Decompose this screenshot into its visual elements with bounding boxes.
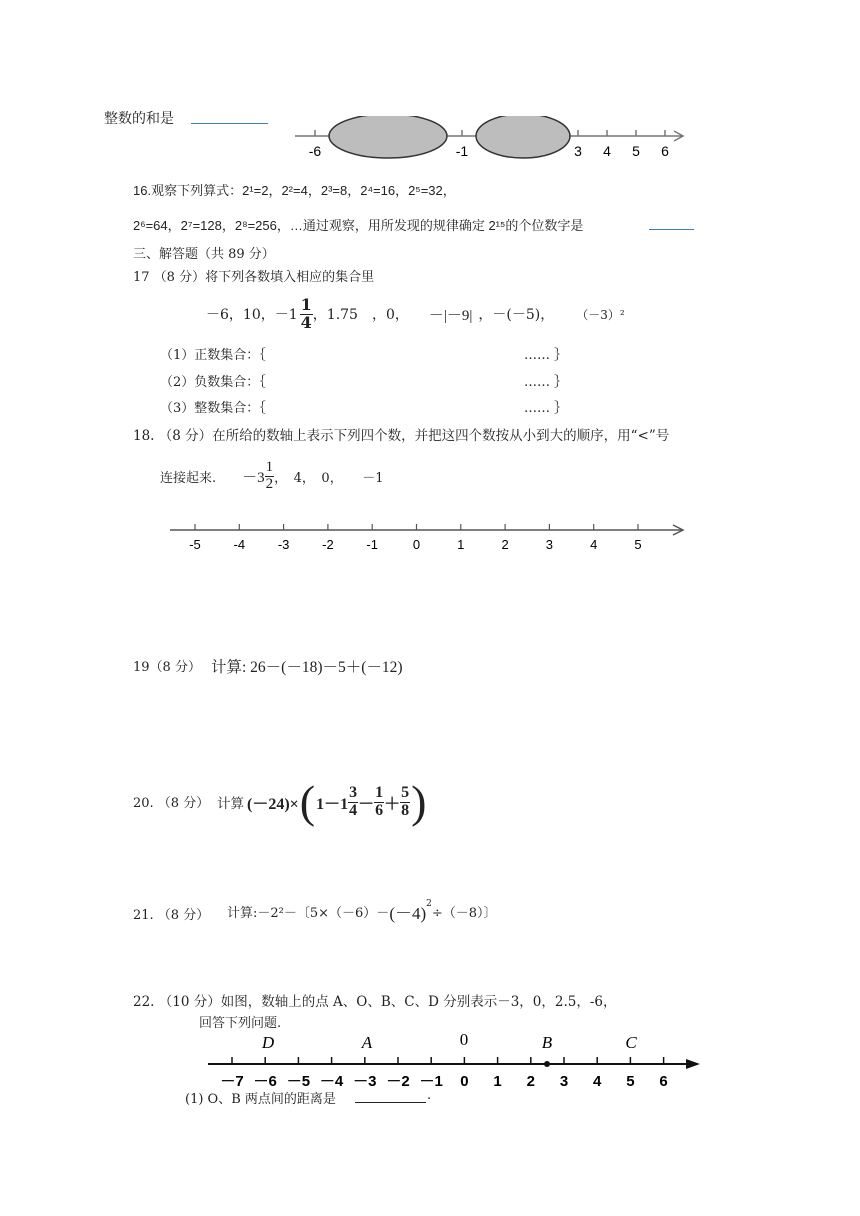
q15-answer-blank[interactable] <box>191 123 268 124</box>
q17-positive-set-label: （1）正数集合：｛ <box>160 348 266 363</box>
q17-frac-num: 1 <box>300 294 312 314</box>
q19-expression: 计算: 26－(－18)－5＋(－12) <box>211 659 403 676</box>
q22-tick-label: －2 <box>386 1073 410 1090</box>
q18-tick-label: 5 <box>634 537 642 552</box>
q17-integer-set-end: …… ｝ <box>524 401 568 416</box>
q17-fraction <box>300 294 313 332</box>
q17-negative-set-end: …… ｝ <box>524 375 568 390</box>
q22-tick-label: 2 <box>526 1073 535 1090</box>
q22-point-label-c: C <box>625 1033 637 1052</box>
q18-tick-label: -5 <box>189 537 201 552</box>
q22-tick-label: 6 <box>659 1073 668 1090</box>
q17-frac-den: 4 <box>300 312 312 332</box>
q18-tick-label: -1 <box>366 537 378 552</box>
q15-tick-label: 3 <box>574 143 582 159</box>
q22-point-label-a: A <box>361 1033 373 1052</box>
q22-sub1: (1) O、B 两点间的距离是 <box>185 1092 336 1107</box>
q17-integer-set-label: （3）整数集合：｛ <box>160 401 266 416</box>
q21-expr1: 计算:－2²－〔5×（－6）－ <box>227 905 390 921</box>
q18-frac-den: 2 <box>265 475 274 492</box>
q22-tick-label: －1 <box>419 1073 443 1090</box>
q15-tick-label: 4 <box>603 143 611 159</box>
q22-point-b-dot <box>544 1061 550 1067</box>
q17-stem: 17 （8 分）将下列各数填入相应的集合里 <box>133 270 375 285</box>
q22-tick-label: 0 <box>460 1073 469 1090</box>
q22-tick-label: －4 <box>319 1073 344 1090</box>
q20-f3-num: 5 <box>401 783 410 801</box>
q18-rest: ， 4， 0， －1 <box>274 470 384 486</box>
q18-tick-label: -3 <box>277 537 290 552</box>
q20-plus: ＋ <box>384 795 401 813</box>
q15-numberline-diagram <box>290 116 690 164</box>
q17-negative-set-label: （2）负数集合：｛ <box>160 375 266 390</box>
q22-point-label-b: B <box>541 1033 553 1052</box>
q16-line2: 2⁶=64，2⁷=128，2⁸=256，…通过观察，用所发现的规律确定 2¹⁵的个位数字是 <box>133 218 584 233</box>
q18-stem: 18. （8 分）在所给的数轴上表示下列四个数，并把这四个数按从小到大的顺序，用“<”号 <box>133 428 670 444</box>
q22-stem: 22. （10 分）如图，数轴上的点 A、O、B、C、D 分别表示－3，0，2.5，-6， <box>133 994 617 1010</box>
q22-tick-label: －7 <box>220 1073 244 1090</box>
q22-tick-label: 3 <box>559 1073 569 1090</box>
q18-fraction <box>265 460 275 493</box>
q18-numbers <box>160 454 383 498</box>
q22-numberline <box>200 1028 710 1094</box>
q18-tick-label: -2 <box>322 537 334 552</box>
q21-expr2: (－4) <box>389 903 427 923</box>
q22-point-label-d: D <box>261 1033 275 1052</box>
q20-f2-den: 6 <box>375 801 384 819</box>
q20-left-paren: ( <box>299 776 316 827</box>
q18-frac-num: 1 <box>265 458 274 475</box>
q20-label: 20. （8 分） <box>133 796 210 811</box>
q22-sub1-end: . <box>427 1088 432 1103</box>
q17-numbers-e: （－3）² <box>576 307 625 322</box>
q21-expression <box>227 898 497 924</box>
q20-f3-den: 8 <box>401 801 410 819</box>
q16-answer-blank[interactable] <box>649 229 694 230</box>
q15-tick-label: -6 <box>308 143 322 159</box>
q19-label: 19（8 分） <box>133 660 201 675</box>
q20-fraction1 <box>348 785 358 820</box>
q15-ellipse-right <box>476 116 570 158</box>
q22-axis-arrow <box>686 1059 700 1069</box>
q22-tick-label: 1 <box>493 1073 502 1090</box>
q22-tick-label: －6 <box>253 1073 277 1090</box>
q18-tick-label: 4 <box>590 537 598 552</box>
q17-number-list <box>206 294 625 334</box>
q20-f2-num: 1 <box>375 783 384 801</box>
q15-answer-label: 整数的和是 <box>104 111 174 127</box>
q22-tick-label: 4 <box>593 1073 602 1090</box>
section3-title: 三、解答题（共 89 分） <box>133 247 275 262</box>
q21-expr3: ÷（－8）〕 <box>431 905 497 921</box>
q17-numbers-c: －|－9| <box>428 307 473 324</box>
q22-tick-label: －3 <box>353 1073 377 1090</box>
q18-tick-label: 1 <box>457 537 465 552</box>
q22-sub1-blank[interactable] <box>355 1102 426 1103</box>
q18-tick-label: 2 <box>501 537 509 552</box>
q20-part2: 1－1 <box>316 795 349 813</box>
q15-tick-label: 6 <box>661 143 669 159</box>
q20-minus: － <box>358 795 375 813</box>
q18-tick-label: 0 <box>412 537 421 552</box>
q16-line1: 16.观察下列算式：2¹=2，2²=4，2³=8，2⁴=16，2⁵=32， <box>133 183 456 198</box>
q20-right-paren: ) <box>411 776 427 827</box>
q22-line2: 回答下列问题. <box>199 1016 282 1031</box>
q18-line2: 连接起来. <box>160 470 217 486</box>
q17-positive-set-end: …… ｝ <box>524 348 568 363</box>
q18-whole: －3 <box>242 469 265 486</box>
q22-tick-label: －5 <box>286 1073 311 1090</box>
q18-tick-label: 3 <box>545 537 554 552</box>
q20-fraction2 <box>374 785 384 820</box>
q22-point-label-o: 0 <box>459 1030 469 1049</box>
q17-numbers-a: －6，10，－1 <box>206 307 298 323</box>
q15-tick-label: -1 <box>455 143 469 159</box>
q18-numberline <box>165 518 695 558</box>
q18-tick-label: -4 <box>233 537 246 552</box>
q21-label: 21. （8 分） <box>133 908 210 923</box>
q20-calc-word: 计算 <box>217 796 244 812</box>
q20-f1-num: 3 <box>349 783 358 801</box>
q17-numbers-d: ，－(－5)， <box>478 307 555 323</box>
q21-square: 2 <box>426 899 432 909</box>
q20-expression <box>217 776 426 828</box>
q20-fraction3 <box>400 785 410 820</box>
q17-numbers-b: ，1.75 ，0， <box>312 307 409 323</box>
q15-tick-label: 5 <box>632 143 640 159</box>
q15-ellipse-left <box>329 116 447 158</box>
q20-f1-den: 4 <box>349 801 358 819</box>
q20-part1: (－24)× <box>247 795 299 813</box>
q22-tick-label: 5 <box>626 1073 635 1090</box>
